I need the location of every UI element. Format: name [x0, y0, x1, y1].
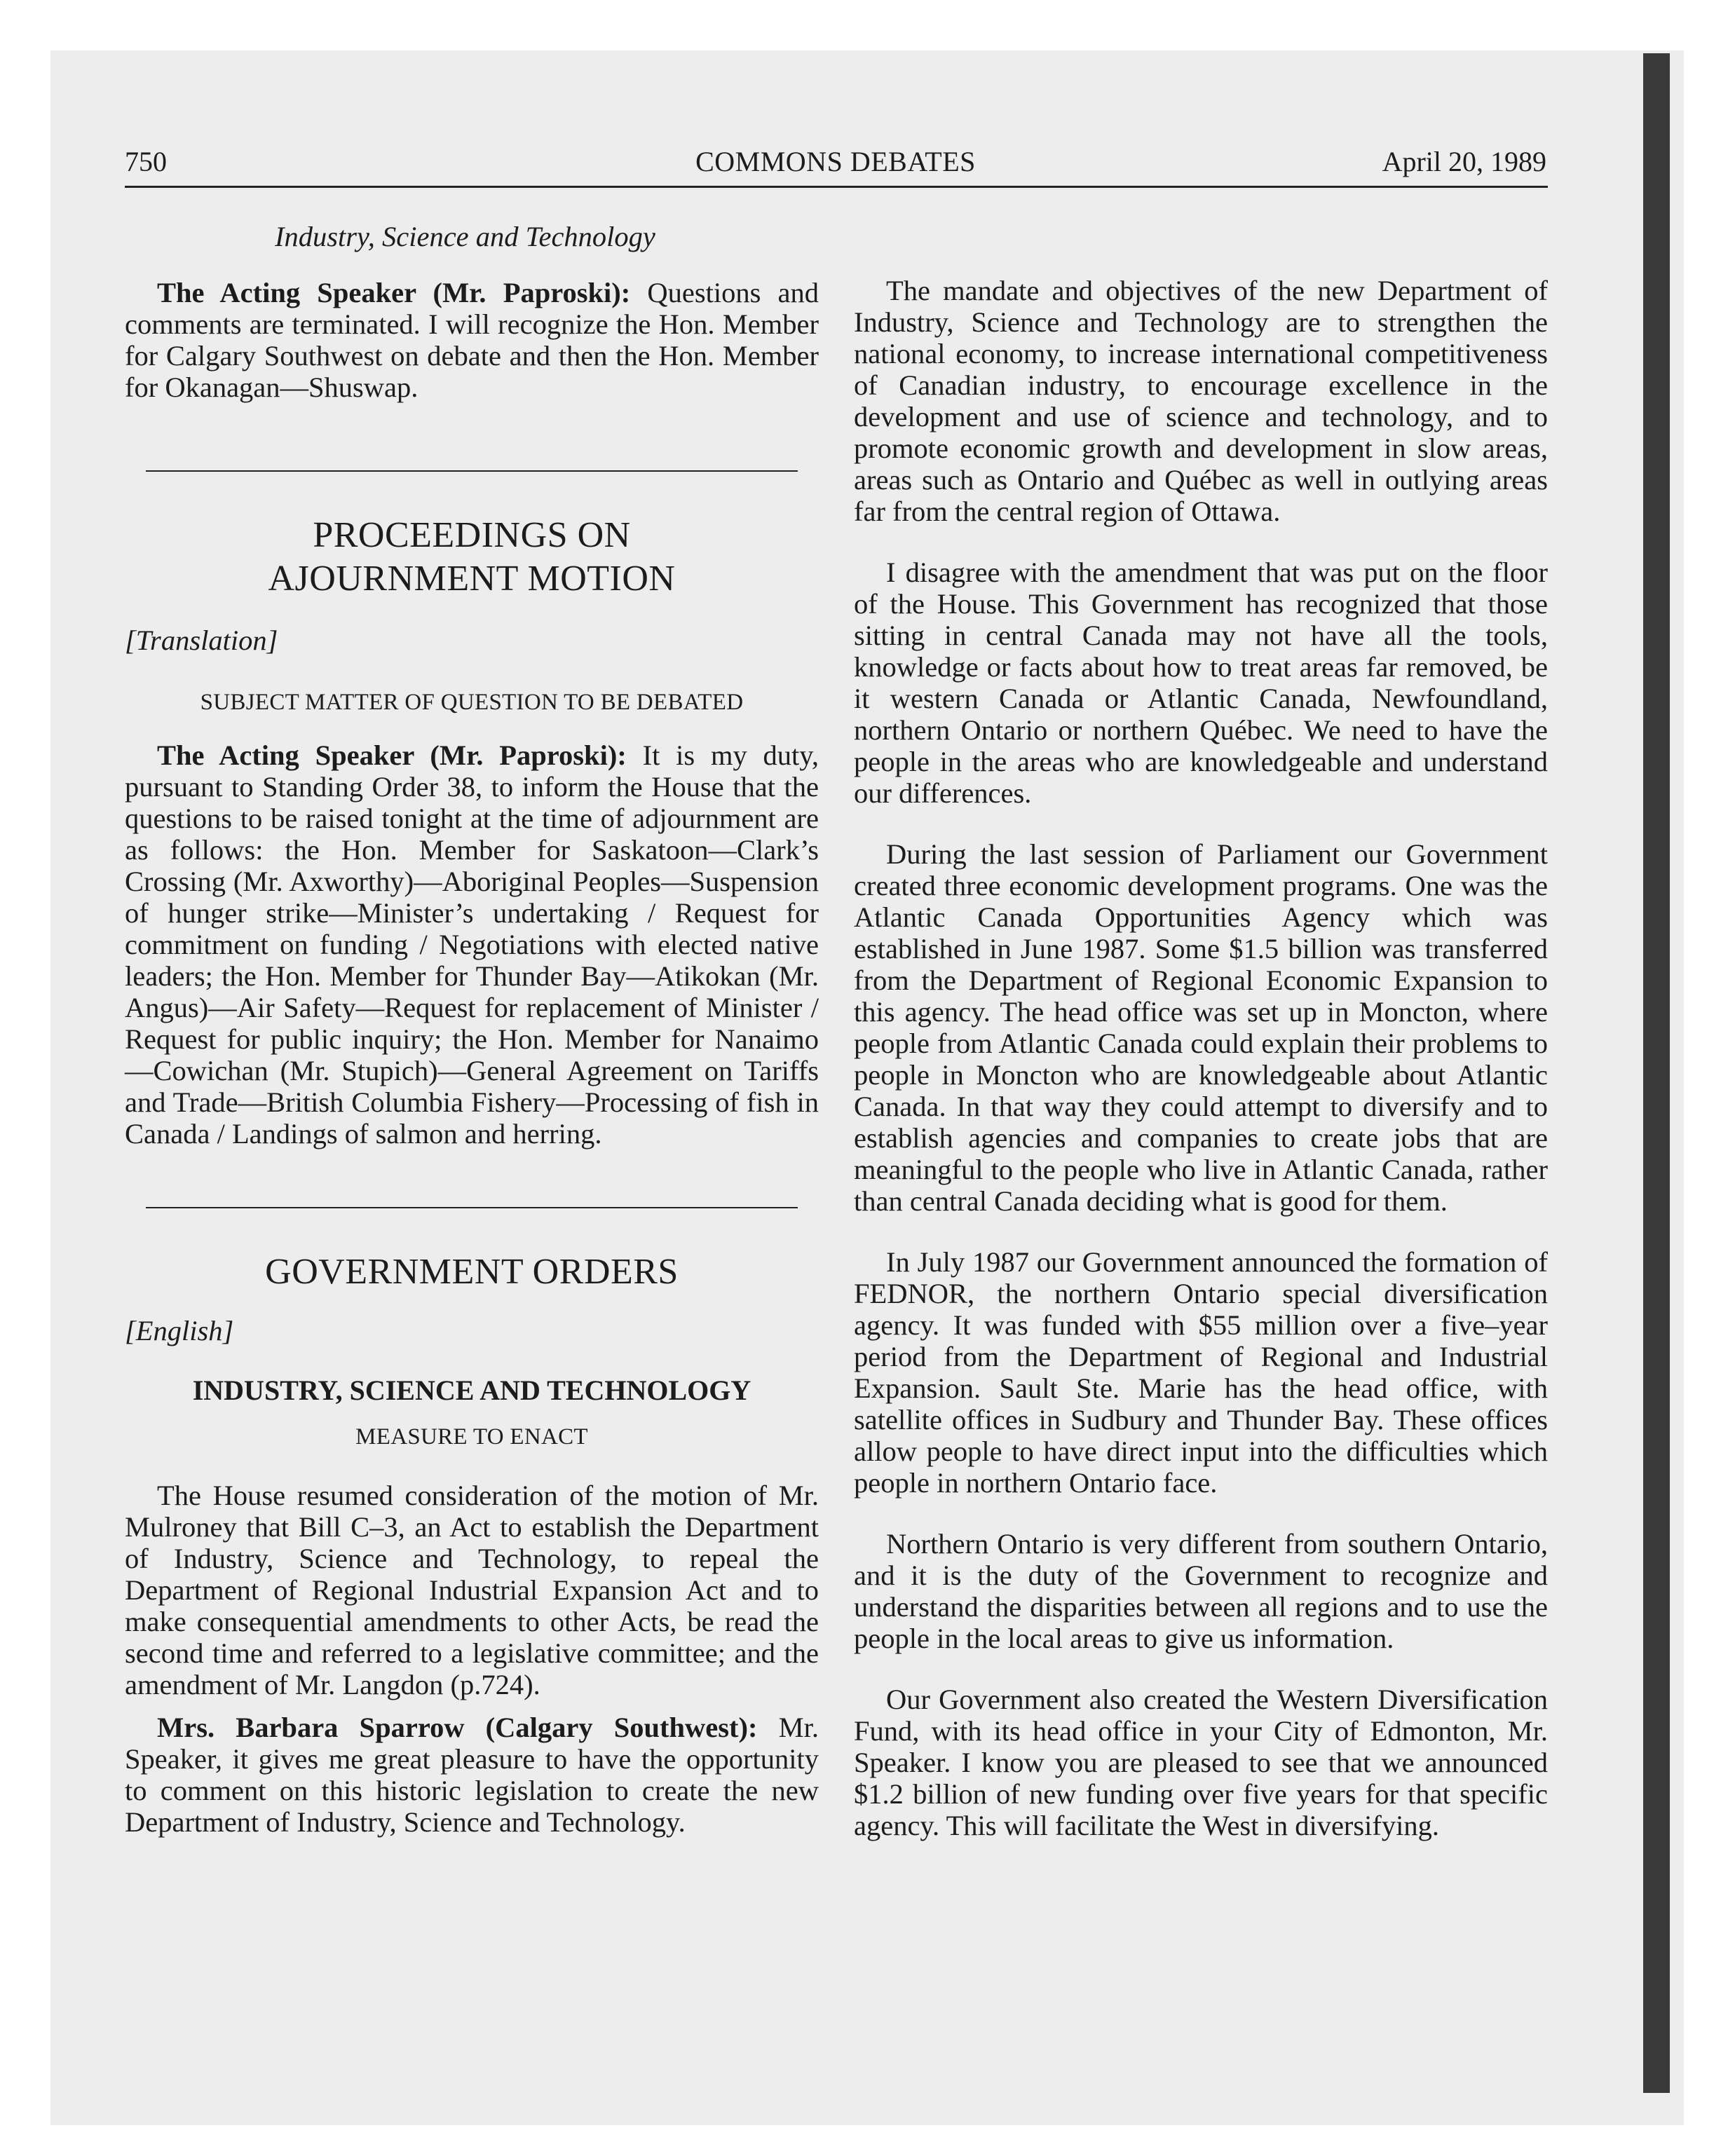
motion-paragraph: The House resumed consideration of the motion of Mr. Mulroney that Bill C–3, an Act to establish the Department of Industry, Science and Technology, to repeal the Department of Regional Industrial Expansion Act and to make consequential amendments to other Acts, be read the second time and referred to a legislative committee; and the amendment of Mr. Langdon (p.724).	[125, 1480, 819, 1700]
translation-label: [Translation]	[125, 625, 278, 656]
speech-paragraph: The mandate and objectives of the new Department of Industry, Science and Technology are to strengthen the national economy, to increase international competitiveness of Canadian industry, to encourage excellence in the development and use of science and technology, and to promote economic growth and development in slow areas, areas such as Ontario and Québec as well in outlying areas far from the central region of Ottawa.	[854, 275, 1548, 527]
speaker-paragraph	[125, 739, 819, 1149]
scan-edge-shadow	[1643, 53, 1670, 2093]
speech-text: Mr. Speaker, it gives me great pleasure to have the opportunity to comment on this historic legislation to create the new Department of Industry, Science and Technology.	[125, 1712, 819, 1838]
speech-paragraph: Northern Ontario is very different from southern Ontario, and it is the duty of the Government to recognize and understand the disparities between all regions and to use the people in the local areas to give us information.	[854, 1528, 1548, 1654]
speech-text: Questions and comments are terminated. I will recognize the Hon. Member for Calgary Southwest on debate and then the Hon. Member for Okanagan—Shuswap.	[125, 277, 819, 403]
speech-paragraph: During the last session of Parliament our Government created three economic development programs. One was the Atlantic Canada Opportunities Agency which was established in June 1987. Some $1.5 billion was transferred from the Department of Regional Economic Expansion to this agency. The head office was set up in Moncton, where people from Atlantic Canada could explain their problems to people in Moncton who are knowledgeable about Atlantic Canada. In that way they could attempt to diversify and to establish agencies and companies to create jobs that are meaningful to the people who live in Atlantic Canada, rather than central Canada deciding what is good for them.	[854, 838, 1548, 1217]
speech-paragraph: I disagree with the amendment that was put on the floor of the House. This Government has recognized that those sitting in central Canada may not have all the tools, knowledge or facts about how to treat areas far removed, be it western Canada or Atlantic Canada, Newfoundland, northern Ontario or northern Québec. We need to have the people in the areas who are knowledgeable and understand our differences.	[854, 557, 1548, 809]
subject-line: SUBJECT MATTER OF QUESTION TO BE DEBATED	[200, 690, 744, 715]
speaker-paragraph	[125, 1712, 819, 1838]
speaker-paragraph	[125, 277, 819, 403]
section-heading: GOVERNMENT ORDERS	[265, 1252, 679, 1292]
page-number: 750	[125, 146, 167, 177]
speech-paragraph: Our Government also created the Western Diversification Fund, with its head office in your City of Edmonton, Mr. Speaker. I know you are pleased to see that we announced $1.2 billion of new funding over five years for that specific agency. This will facilitate the West in diversifying.	[854, 1684, 1548, 1841]
measure-line: MEASURE TO ENACT	[355, 1424, 588, 1449]
english-label: [English]	[125, 1315, 234, 1346]
speech-paragraph: In July 1987 our Government announced the formation of FEDNOR, the northern Ontario special diversification agency. It was funded with $55 million over a five–year period from the Department of Regional and Industrial Expansion. Sault Ste. Marie has the head office, with satellite offices in Sudbury and Thunder Bay. These offices allow people to have direct input into the difficulties which people in northern Ontario face.	[854, 1246, 1548, 1499]
speech-text: It is my duty, pursuant to Standing Order 38, to inform the House that the questions to be raised tonight at the time of adjournment are as follows: the Hon. Member for Saskatoon—Clark’s Crossing (Mr. Axworthy)—Aboriginal Peoples—Suspension of hunger strike—Minister’s undertaking / Request for commitment on funding / Negotiations with elected native leaders; the Hon. Member for Thunder Bay—Atikokan (Mr. Angus)—Air Safety—Request for replacement of Minister / Request for public inquiry; the Hon. Member for Nanaimo—Cowichan (Mr. Stupich)—General Agreement on Tariffs and Trade—British Columbia Fishery—Processing of fish in Canada / Landings of salmon and herring.	[125, 739, 819, 1149]
speaker-name: The Acting Speaker (Mr. Paproski):	[157, 739, 627, 771]
speaker-name: Mrs. Barbara Sparrow (Calgary Southwest):	[157, 1712, 758, 1743]
publication-date: April 20, 1989	[1382, 146, 1546, 177]
running-subject: Industry, Science and Technology	[275, 221, 655, 252]
publication-title: COMMONS DEBATES	[695, 146, 976, 177]
subheading: INDUSTRY, SCIENCE AND TECHNOLOGY	[192, 1374, 751, 1406]
right-column	[854, 275, 1548, 1841]
page-header	[125, 144, 1546, 184]
header-rule	[125, 186, 1548, 188]
speaker-name: The Acting Speaker (Mr. Paproski):	[157, 277, 631, 308]
left-column	[125, 221, 819, 1838]
section-heading: PROCEEDINGS ON AJOURNMENT MOTION	[268, 515, 676, 599]
